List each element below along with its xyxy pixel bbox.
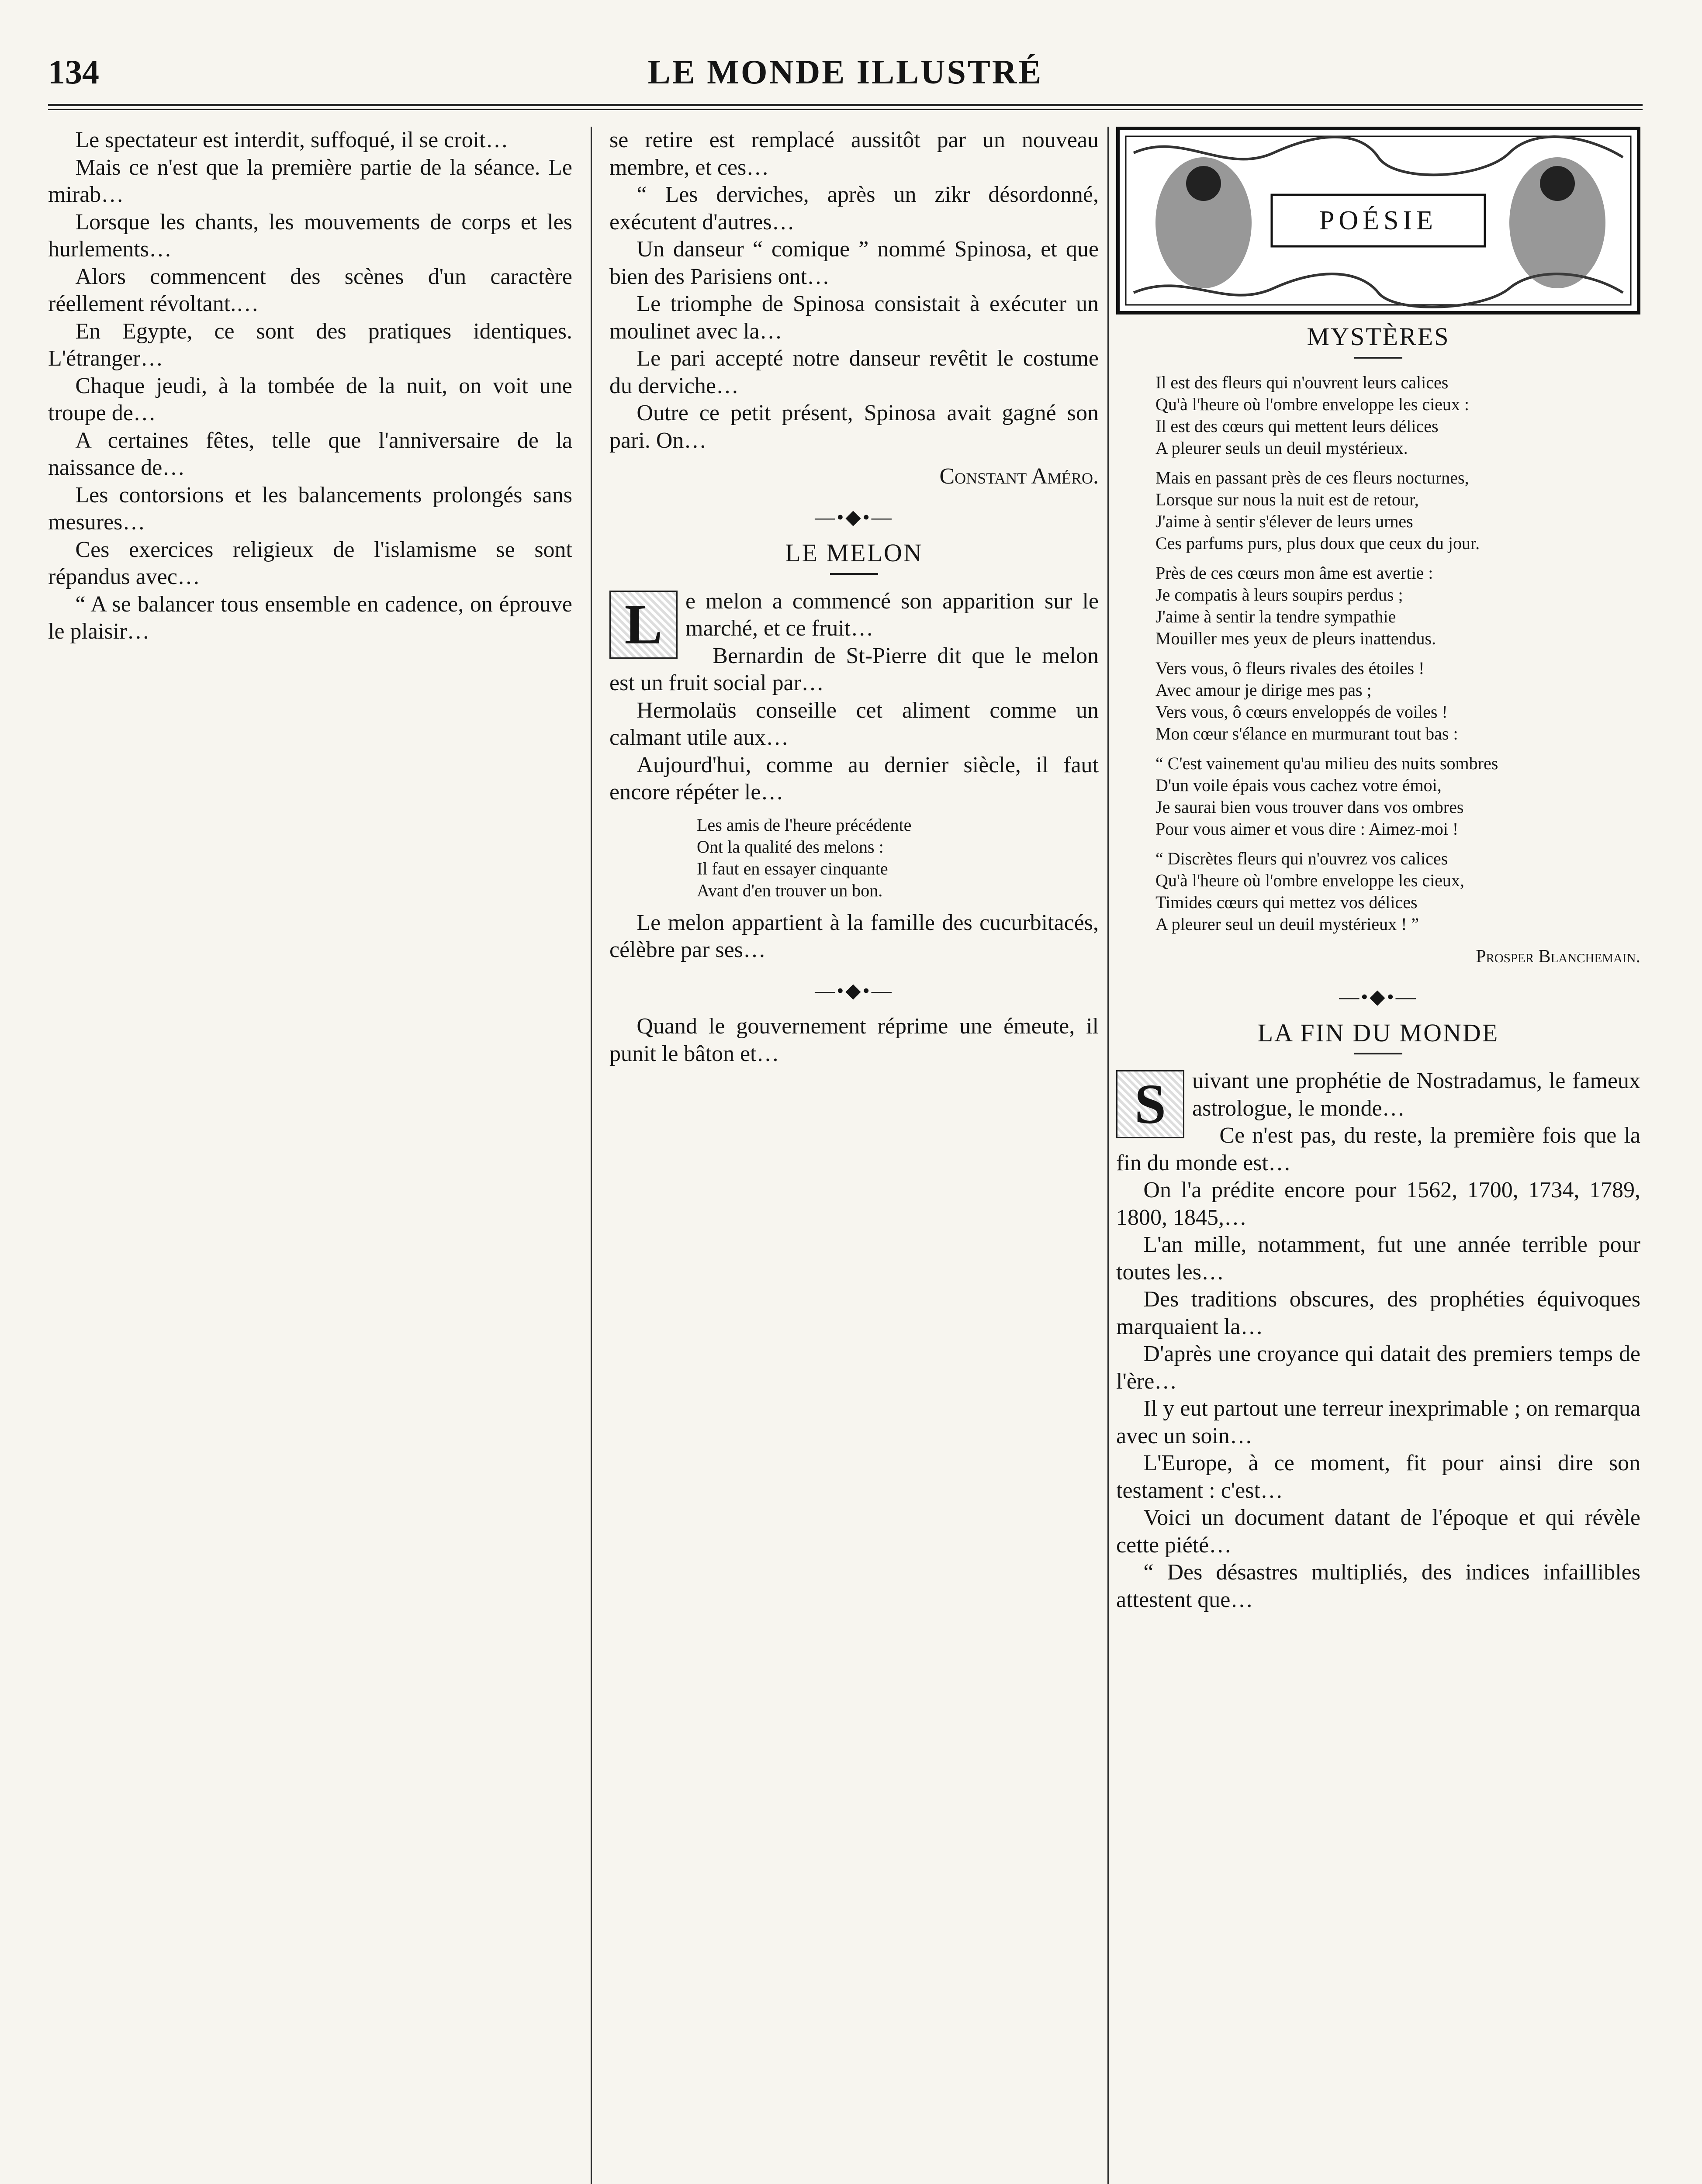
paragraph: Alors commencent des scènes d'un caractère réellement révoltant.…: [48, 264, 572, 316]
banner-label: POÉSIE: [1319, 206, 1438, 235]
paragraph: Bernardin de St-Pierre dit que le melon est un fruit social par…: [609, 643, 1099, 695]
paragraph: Quand le gouvernement réprime une émeute, il punit le bâton et…: [609, 1014, 1099, 1066]
paragraph: e melon a commencé son apparition sur le marché, et ce fruit…: [685, 588, 1099, 641]
paragraph: Le melon appartient à la famille des cucurbitacés, célèbre par ses…: [609, 910, 1099, 962]
verse-line: D'un voile épais vous cachez votre émoi,: [1155, 775, 1442, 795]
column-2: [609, 127, 1099, 2184]
verse-line: A pleurer seul un deuil mystérieux ! ”: [1155, 914, 1419, 934]
header-rule-thin: [48, 109, 1643, 110]
ornament-divider: —•◆•—: [815, 505, 893, 528]
paragraph: A certaines fêtes, telle que l'anniversaire de la naissance de…: [48, 428, 572, 480]
title-rule: [830, 573, 878, 575]
verse-line: Qu'à l'heure où l'ombre enveloppe les cieux :: [1155, 394, 1470, 414]
stanza: [1116, 848, 1640, 935]
paragraph: Hermolaüs conseille cet aliment comme un calmant utile aux…: [609, 698, 1099, 750]
poem-title: MYSTÈRES: [1307, 322, 1450, 351]
verse-line: Vers vous, ô fleurs rivales des étoiles !: [1155, 658, 1425, 678]
column-divider: [591, 127, 592, 2184]
article-signature: Constant Améro.: [939, 464, 1099, 489]
verse-line: Ont la qualité des melons :: [697, 836, 884, 857]
verse-line: Vers vous, ô cœurs enveloppés de voiles !: [1155, 702, 1448, 722]
article-title-fin-du-monde: LA FIN DU MONDE: [1257, 1018, 1499, 1047]
drop-cap: L: [609, 591, 678, 659]
verse-line: Il faut en essayer cinquante: [697, 858, 888, 878]
verse-line: Mon cœur s'élance en murmurant tout bas :: [1155, 723, 1458, 743]
paragraph: Lorsque les chants, les mouvements de corps et les hurlements…: [48, 209, 572, 262]
paragraph: Voici un document datant de l'époque et qui révèle cette piété…: [1116, 1505, 1640, 1558]
poem-author: Prosper Blanchemain.: [1476, 946, 1640, 967]
verse-line: Il est des cœurs qui mettent leurs délices: [1155, 416, 1439, 436]
verse-line: Lorsque sur nous la nuit est de retour,: [1155, 489, 1419, 509]
paragraph: Le triomphe de Spinosa consistait à exécuter un moulinet avec la…: [609, 291, 1099, 344]
verse-line: Ces parfums purs, plus doux que ceux du jour.: [1155, 533, 1480, 553]
column-1: [48, 127, 572, 2184]
verse-line: “ C'est vainement qu'au milieu des nuits sombres: [1155, 753, 1498, 773]
drop-cap: S: [1116, 1070, 1184, 1138]
header-rule: [48, 104, 1643, 106]
paragraph: Chaque jeudi, à la tombée de la nuit, on voit une troupe de…: [48, 373, 572, 425]
stanza: [1116, 467, 1640, 554]
page-number: 134: [48, 53, 99, 91]
paragraph: L'an mille, notamment, fut une année terrible pour toutes les…: [1116, 1232, 1640, 1285]
verse-line: Je compatis à leurs soupirs perdus ;: [1155, 584, 1403, 605]
ornament-divider: —•◆•—: [815, 979, 893, 1002]
page-header: [48, 52, 1643, 105]
verse-line: Mouiller mes yeux de pleurs inattendus.: [1155, 628, 1436, 648]
paragraph: Les contorsions et les balancements prolongés sans mesures…: [48, 482, 572, 535]
stanza: [1116, 372, 1640, 459]
paragraph: Outre ce petit présent, Spinosa avait gagné son pari. On…: [609, 401, 1099, 453]
verse-line: Avant d'en trouver un bon.: [697, 880, 883, 900]
paragraph: Mais ce n'est que la première partie de la séance. Le mirab…: [48, 155, 572, 207]
paragraph: Le pari accepté notre danseur revêtit le costume du derviche…: [609, 346, 1099, 398]
verse-line: Il est des fleurs qui n'ouvrent leurs calices: [1155, 372, 1449, 392]
verse-line: J'aime à sentir s'élever de leurs urnes: [1155, 511, 1413, 531]
paragraph: “ Les derviches, après un zikr désordonné, exécutent d'autres…: [609, 182, 1099, 235]
verse-line: Avec amour je dirige mes pas ;: [1155, 680, 1372, 700]
paragraph: “ A se balancer tous ensemble en cadence, on éprouve le plaisir…: [48, 591, 572, 644]
paragraph: Un danseur “ comique ” nommé Spinosa, et que bien des Parisiens ont…: [609, 237, 1099, 289]
journal-title: LE MONDE ILLUSTRÉ: [647, 53, 1043, 91]
verse-line: Qu'à l'heure où l'ombre enveloppe les cieux,: [1155, 870, 1464, 890]
verse-line: Près de ces cœurs mon âme est avertie :: [1155, 563, 1433, 583]
poesie-banner: [1116, 127, 1640, 314]
verse-line: Pour vous aimer et vous dire : Aimez-moi !: [1155, 819, 1459, 839]
paragraph: L'Europe, à ce moment, fit pour ainsi dire son testament : c'est…: [1116, 1451, 1640, 1503]
paragraph: Ces exercices religieux de l'islamisme se sont répandus avec…: [48, 537, 572, 589]
verse-line: Les amis de l'heure précédente: [697, 815, 912, 835]
title-rule: [1354, 1053, 1402, 1054]
paragraph: Aujourd'hui, comme au dernier siècle, il faut encore répéter le…: [609, 752, 1099, 805]
paragraph: Il y eut partout une terreur inexprimable ; on remarqua avec un soin…: [1116, 1396, 1640, 1448]
paragraph: D'après une croyance qui datait des premiers temps de l'ère…: [1116, 1341, 1640, 1394]
ornament-divider: —•◆•—: [1339, 985, 1418, 1008]
verse-line: Timides cœurs qui mettez vos délices: [1155, 892, 1418, 912]
verse-line: J'aime à sentir la tendre sympathie: [1155, 606, 1396, 626]
paragraph: Ce n'est pas, du reste, la première fois que la fin du monde est…: [1116, 1123, 1640, 1175]
title-rule: [1354, 357, 1402, 359]
stanza: [1116, 657, 1640, 745]
column-3: [1116, 127, 1640, 2184]
verse-line: “ Discrètes fleurs qui n'ouvrez vos calices: [1155, 848, 1448, 868]
article-title-melon: LE MELON: [785, 539, 923, 567]
paragraph: uivant une prophétie de Nostradamus, le fameux astrologue, le monde…: [1192, 1068, 1640, 1121]
stanza: [1116, 753, 1640, 840]
column-divider: [1107, 127, 1109, 2184]
verse-line: Mais en passant près de ces fleurs nocturnes,: [1155, 467, 1469, 487]
paragraph: “ Des désastres multipliés, des indices infaillibles attestent que…: [1116, 1560, 1640, 1612]
paragraph: En Egypte, ce sont des pratiques identiques. L'étranger…: [48, 318, 572, 371]
verse-line: A pleurer seuls un deuil mystérieux.: [1155, 438, 1408, 458]
paragraph: On l'a prédite encore pour 1562, 1700, 1734, 1789, 1800, 1845,…: [1116, 1178, 1640, 1230]
verse-line: Je saurai bien vous trouver dans vos ombres: [1155, 797, 1464, 817]
paragraph: Des traditions obscures, des prophéties équivoques marquaient la…: [1116, 1287, 1640, 1339]
stanza: [1116, 562, 1640, 650]
quatrain: [609, 814, 1099, 902]
paragraph: se retire est remplacé aussitôt par un nouveau membre, et ces…: [609, 128, 1099, 180]
paragraph: Le spectateur est interdit, suffoqué, il se croit…: [75, 128, 509, 152]
